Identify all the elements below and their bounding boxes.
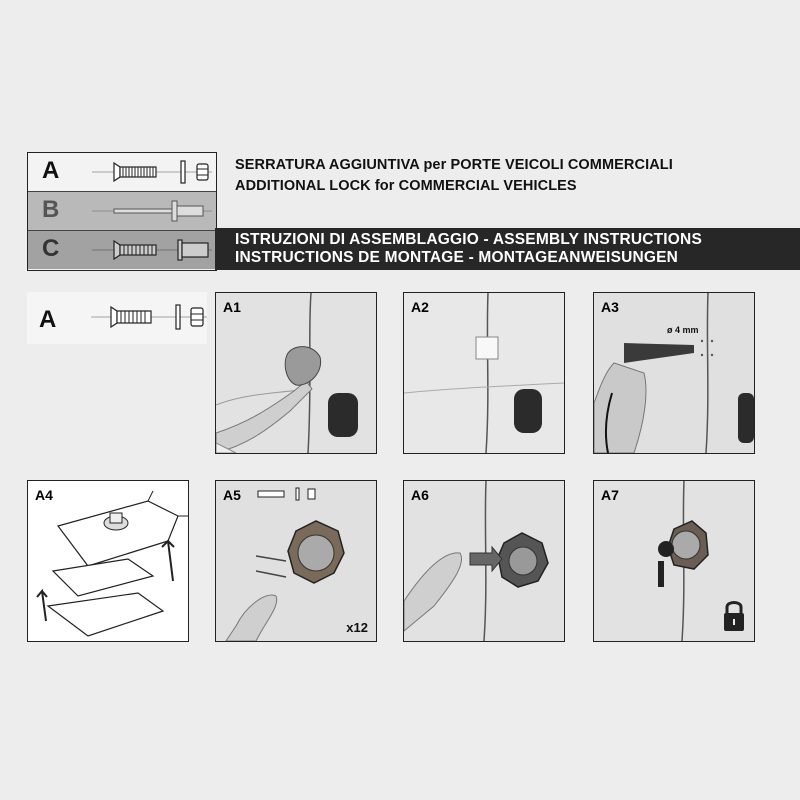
step-label: A6 [411, 487, 429, 503]
padlock-closed-icon [722, 599, 746, 633]
step-label: A1 [223, 299, 241, 315]
fastener-letter: C [42, 235, 60, 262]
drilling-door-image [594, 293, 754, 453]
fastener-letter: A [42, 157, 60, 184]
step-label: A5 [223, 487, 241, 503]
step-a3-panel [593, 292, 755, 454]
step-label: A3 [601, 299, 619, 315]
step-label: A4 [35, 487, 53, 503]
exploded-assembly-image [28, 481, 188, 641]
step-a6-panel [403, 480, 565, 642]
step-label: A7 [601, 487, 619, 503]
screwing-lock-image [216, 481, 376, 641]
fastener-row-a [28, 153, 216, 192]
step-a7-panel [593, 480, 755, 642]
section-a-legend [27, 292, 207, 344]
banner-line-1: ISTRUZIONI DI ASSEMBLAGGIO - ASSEMBLY INSTRUCTIONS [235, 231, 702, 248]
inserting-key-image [404, 481, 564, 641]
fastener-row-c [28, 231, 216, 269]
step-a2-panel [403, 292, 565, 454]
fastener-table [27, 152, 217, 271]
banner-line-2: INSTRUCTIONS DE MONTAGE - MONTAGEANWEISUNGEN [235, 249, 679, 266]
cleaning-door-image [216, 293, 376, 453]
step-label: A2 [411, 299, 429, 315]
fastener-row-b [28, 192, 216, 231]
title-english: ADDITIONAL LOCK for COMMERCIAL VEHICLES [235, 178, 577, 194]
screw-rivet-nut-icon [92, 237, 212, 263]
instructions-banner [215, 228, 800, 270]
blind-rivet-icon [92, 198, 212, 224]
step-a1-panel [215, 292, 377, 454]
step-a5-panel [215, 480, 377, 642]
drill-size-label: ø 4 mm [667, 325, 699, 335]
screw-washer-nut-icon [91, 302, 207, 332]
quantity-label: x12 [346, 620, 368, 635]
step-a4-panel [27, 480, 189, 642]
title-italian: SERRATURA AGGIUNTIVA per PORTE VEICOLI COMMERCIALI [235, 157, 673, 173]
template-on-door-image [404, 293, 564, 453]
section-letter: A [39, 306, 57, 333]
screw-washer-nut-icon [92, 159, 212, 185]
fastener-letter: B [42, 196, 60, 223]
